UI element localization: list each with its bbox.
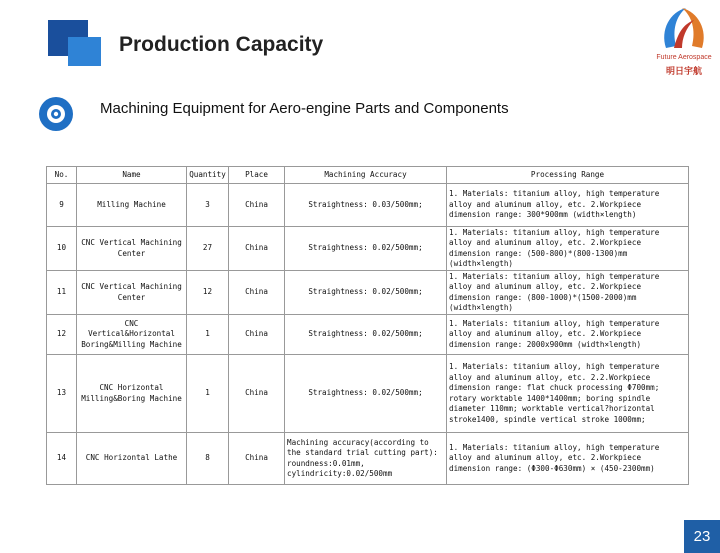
cell-quantity: 1	[187, 315, 229, 355]
header-accuracy: Machining Accuracy	[285, 167, 447, 184]
cell-range: 1. Materials: titanium alloy, high temperature alloy and aluminum alloy, etc. 2.Workpiece dimension range: (500-800)*(800-1300)mm (width×length)	[447, 227, 689, 271]
cell-no: 13	[47, 355, 77, 433]
cell-quantity: 3	[187, 184, 229, 227]
logo-text-cn: 明日宇航	[665, 66, 702, 76]
cell-name: CNC Vertical Machining Center	[77, 227, 187, 271]
logo-text-en: Future Aerospace	[656, 54, 712, 61]
cell-accuracy: Straightness: 0.02/500mm;	[285, 355, 447, 433]
decor-square-light	[68, 37, 101, 66]
page-title: Production Capacity	[119, 33, 324, 56]
logo-mark-icon	[652, 2, 716, 54]
cell-accuracy: Straightness: 0.03/500mm;	[285, 184, 447, 227]
cell-place: China	[229, 271, 285, 315]
cell-accuracy: Straightness: 0.02/500mm;	[285, 227, 447, 271]
table-row	[47, 227, 689, 271]
cell-quantity: 8	[187, 433, 229, 485]
cell-quantity: 1	[187, 355, 229, 433]
table-row	[47, 433, 689, 485]
cell-accuracy: Machining accuracy(according to the standard trial cutting part): roundness:0.01mm, cylindricity:0.02/500mm	[285, 433, 447, 485]
cell-accuracy: Straightness: 0.02/500mm;	[285, 271, 447, 315]
cell-place: China	[229, 355, 285, 433]
cell-place: China	[229, 227, 285, 271]
cell-name: CNC Vertical&Horizontal Boring&Milling Machine	[77, 315, 187, 355]
header-name: Name	[77, 167, 187, 184]
cell-no: 12	[47, 315, 77, 355]
cell-no: 14	[47, 433, 77, 485]
cell-no: 9	[47, 184, 77, 227]
company-logo	[652, 2, 716, 78]
cell-no: 10	[47, 227, 77, 271]
cell-place: China	[229, 433, 285, 485]
cell-range: 1. Materials: titanium alloy, high temperature alloy and aluminum alloy, etc. 2.Workpiece dimension range: (Φ300-Φ630mm) × (450-2300mm)	[447, 433, 689, 485]
table-header-row	[47, 167, 689, 184]
cell-no: 11	[47, 271, 77, 315]
cell-range: 1. Materials: titanium alloy, high temperature alloy and aluminum alloy, etc. 2.Workpiece dimension range: (800-1000)*(1500-2000)mm (width×length)	[447, 271, 689, 315]
equipment-table	[46, 166, 689, 485]
table-row	[47, 271, 689, 315]
gear-icon	[38, 96, 74, 132]
cell-quantity: 12	[187, 271, 229, 315]
cell-accuracy: Straightness: 0.02/500mm;	[285, 315, 447, 355]
cell-name: CNC Vertical Machining Center	[77, 271, 187, 315]
cell-range: 1. Materials: titanium alloy, high temperature alloy and aluminum alloy, etc. 2.Workpiece dimension range: 300*900mm (width×length)	[447, 184, 689, 227]
cell-place: China	[229, 184, 285, 227]
cell-range: 1. Materials: titanium alloy, high temperature alloy and aluminum alloy, etc. 2.2.Workpiece dimension range: flat chuck processing Φ700mm; rotary worktable 1400*1400mm; boring spindle diameter 110mm; worktable vertical?horizontal stroke1400, spindle vertical stroke 1000mm;	[447, 355, 689, 433]
table-row	[47, 355, 689, 433]
cell-range: 1. Materials: titanium alloy, high temperature alloy and aluminum alloy, etc. 2.Workpiece dimension range: 2000x900mm (width×length)	[447, 315, 689, 355]
cell-place: China	[229, 315, 285, 355]
header-range: Processing Range	[447, 167, 689, 184]
table-row	[47, 315, 689, 355]
cell-name: CNC Horizontal Lathe	[77, 433, 187, 485]
header-quantity: Quantity	[187, 167, 229, 184]
header-place: Place	[229, 167, 285, 184]
table-row	[47, 184, 689, 227]
section-subtitle: Machining Equipment for Aero-engine Parts and Components	[100, 100, 509, 117]
cell-name: CNC Horizontal Milling&Boring Machine	[77, 355, 187, 433]
cell-name: Milling Machine	[77, 184, 187, 227]
header-no: No.	[47, 167, 77, 184]
page-number: 23	[684, 520, 720, 553]
cell-quantity: 27	[187, 227, 229, 271]
